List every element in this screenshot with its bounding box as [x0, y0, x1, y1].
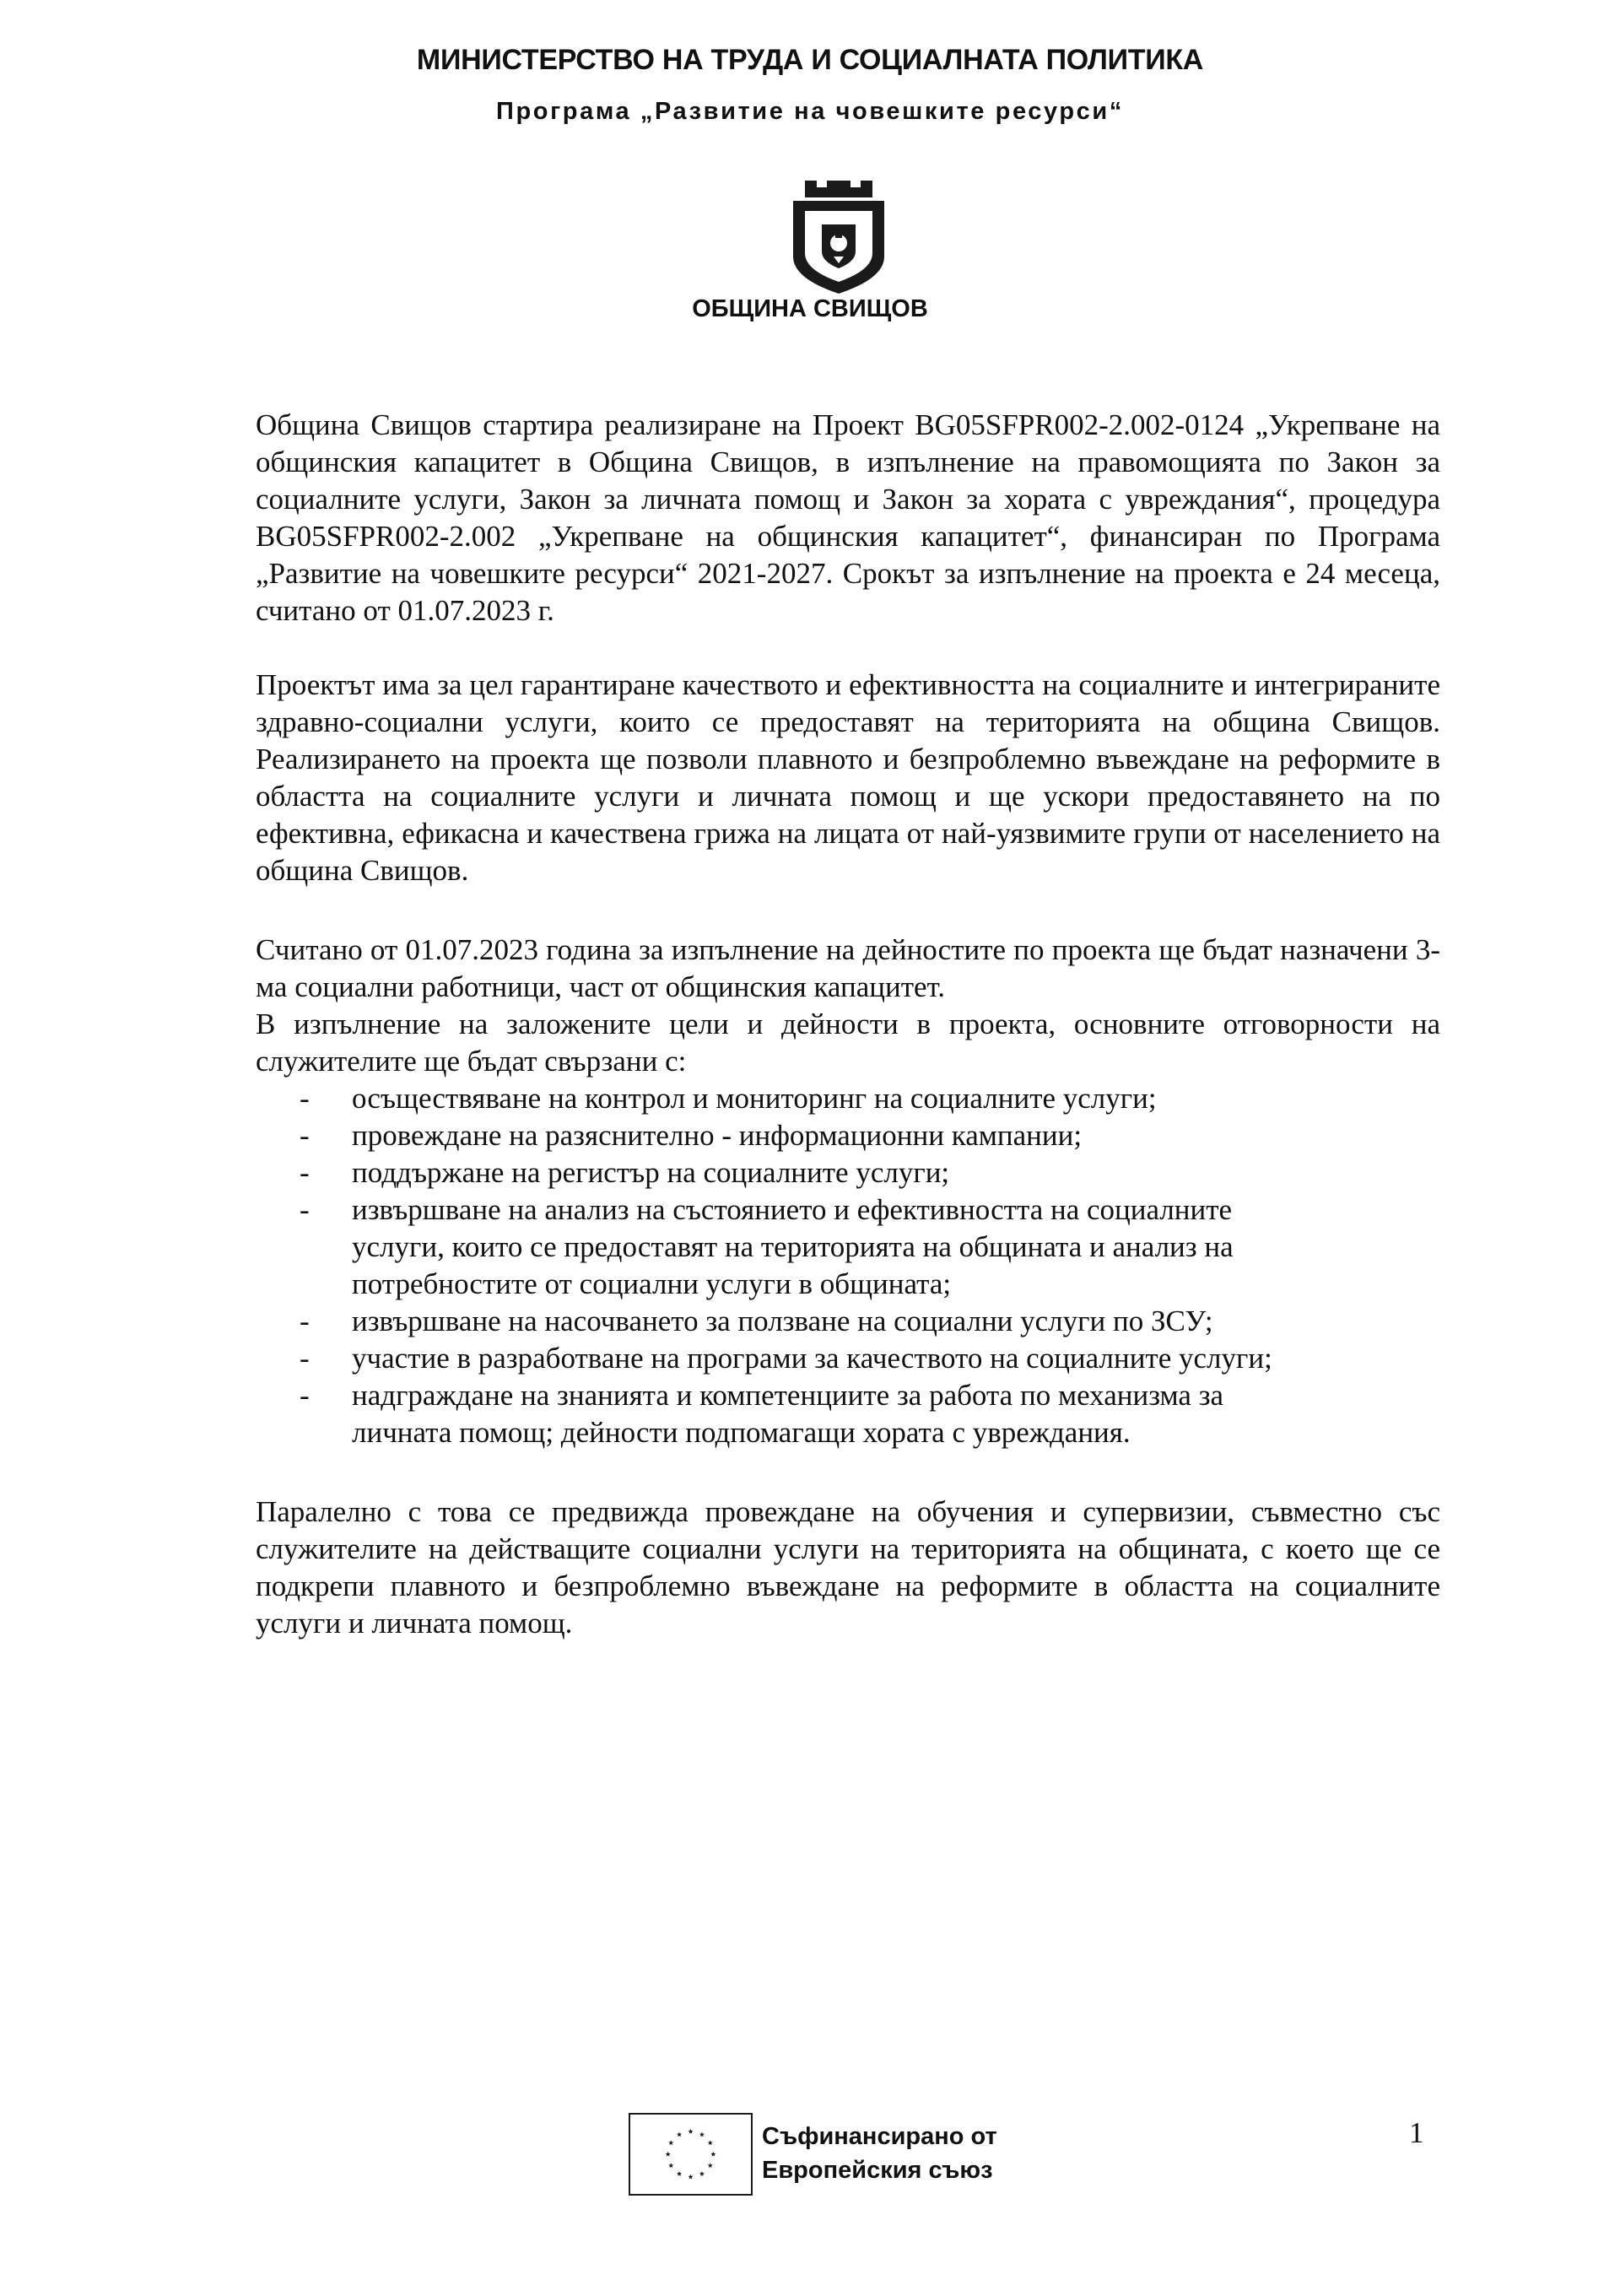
list-item — [256, 1340, 1305, 1377]
eu-cofinanced-label — [762, 2120, 997, 2187]
eu-star — [666, 2152, 671, 2157]
list-item — [256, 1080, 1305, 1117]
program-heading: Програма „Развитие на човешките ресурси“ — [496, 98, 1124, 125]
paragraph-project-intro: Община Свищов стартира реализиране на Проект BG05SFPR002-2.002-0124 „Укрепване на общинския капацитет в Община Свищов, в изпълнение на правомощията по Закон за социалните услуги, Закон за личната помощ и Закон за хората с увреждания“, процедура BG05SFPR002-2.002 „Укрепване на общинския капацитет“, финансиран по Програма „Развитие на човешките ресурси“ 2021-2027. Срокът за изпълнение на проекта е 24 месеца, считано от 01.07.2023 г. — [256, 408, 1440, 627]
document-body — [256, 407, 1440, 1642]
list-item-text: надграждане на знанията и компетенциите за работа по механизма за личната помощ; дейности подпомагащи хората с увреждания. — [352, 1379, 1224, 1449]
eu-star — [688, 2129, 693, 2134]
eu-star — [699, 2171, 705, 2176]
bullet-dash: - — [300, 1342, 310, 1375]
bullet-dash: - — [300, 1082, 310, 1115]
list-item — [256, 1303, 1305, 1340]
municipality-heading: ОБЩИНА СВИЩОВ — [692, 295, 928, 322]
page-number: 1 — [1409, 2116, 1424, 2149]
eu-cofinanced-line2: Европейския съюз — [762, 2157, 993, 2184]
coat-of-arms-icon — [786, 176, 891, 295]
responsibilities-list — [256, 1080, 1440, 1451]
bullet-dash: - — [300, 1193, 310, 1226]
paragraph-trainings: Паралелно с това се предвижда провеждане на обучения и супервизии, съвместно със служителите на действащите социални услуги на територията на общината, с което ще се подкрепи плавното и безпроблемно въвеждане на реформите в областта на социалните услуги и личната помощ. — [256, 1495, 1440, 1640]
bullet-dash: - — [300, 1379, 310, 1412]
list-item — [256, 1191, 1305, 1303]
list-item-text: осъществяване на контрол и мониторинг на социалните услуги; — [352, 1082, 1157, 1115]
paragraph-responsibilities-intro: В изпълнение на заложените цели и дейности в проекта, основните отговорности на служителите ще бъдат свързани с: — [256, 1008, 1440, 1078]
list-item — [256, 1154, 1305, 1191]
list-item-text: поддържане на регистър на социалните услуги; — [352, 1156, 950, 1189]
bullet-dash: - — [300, 1305, 310, 1337]
eu-star — [668, 2163, 673, 2168]
list-item-text: извършване на анализ на състоянието и ефективността на социалните услуги, които се предоставят на територията на общината и анализ на потребностите от социални услуги в общината; — [352, 1193, 1234, 1300]
list-item — [256, 1377, 1305, 1451]
list-item — [256, 1117, 1305, 1154]
list-item-text: провеждане на разяснително - информационни кампании; — [352, 1119, 1083, 1152]
eu-star — [688, 2174, 693, 2180]
bullet-dash: - — [300, 1119, 310, 1152]
eu-star — [708, 2163, 713, 2168]
bullet-dash: - — [300, 1156, 310, 1189]
ministry-heading: МИНИСТЕРСТВО НА ТРУДА И СОЦИАЛНАТА ПОЛИТИКА — [416, 44, 1204, 76]
eu-star — [668, 2140, 673, 2145]
paragraph-staffing: Считано от 01.07.2023 година за изпълнение на дейностите по проекта ще бъдат назначени 3-ма социални работници, част от общинския капацитет. — [256, 933, 1440, 1003]
eu-star — [677, 2171, 682, 2176]
eu-star — [677, 2131, 682, 2137]
list-item-text: извършване на насочването за ползване на социални услуги по ЗСУ; — [352, 1305, 1213, 1337]
eu-star — [699, 2131, 705, 2137]
eu-cofinanced-line1: Съфинансирано от — [762, 2123, 997, 2150]
list-item-text: участие в разработване на програми за качеството на социалните услуги; — [352, 1342, 1272, 1375]
paragraph-project-goal: Проектът има за цел гарантиране качеството и ефективността на социалните и интегрираните здравно-социални услуги, които се предоставят на територията на община Свищов. Реализирането на проекта ще позволи плавното и безпроблемно въвеждане на реформите в областта на социалните услуги и личната помощ и ще ускори предоставянето на по ефективна, ефикасна и качествена грижа на лицата от най-уязвимите групи от населението на община Свищов. — [256, 668, 1440, 887]
eu-star — [708, 2140, 713, 2145]
eu-flag-icon — [629, 2113, 753, 2196]
eu-star — [710, 2152, 716, 2157]
